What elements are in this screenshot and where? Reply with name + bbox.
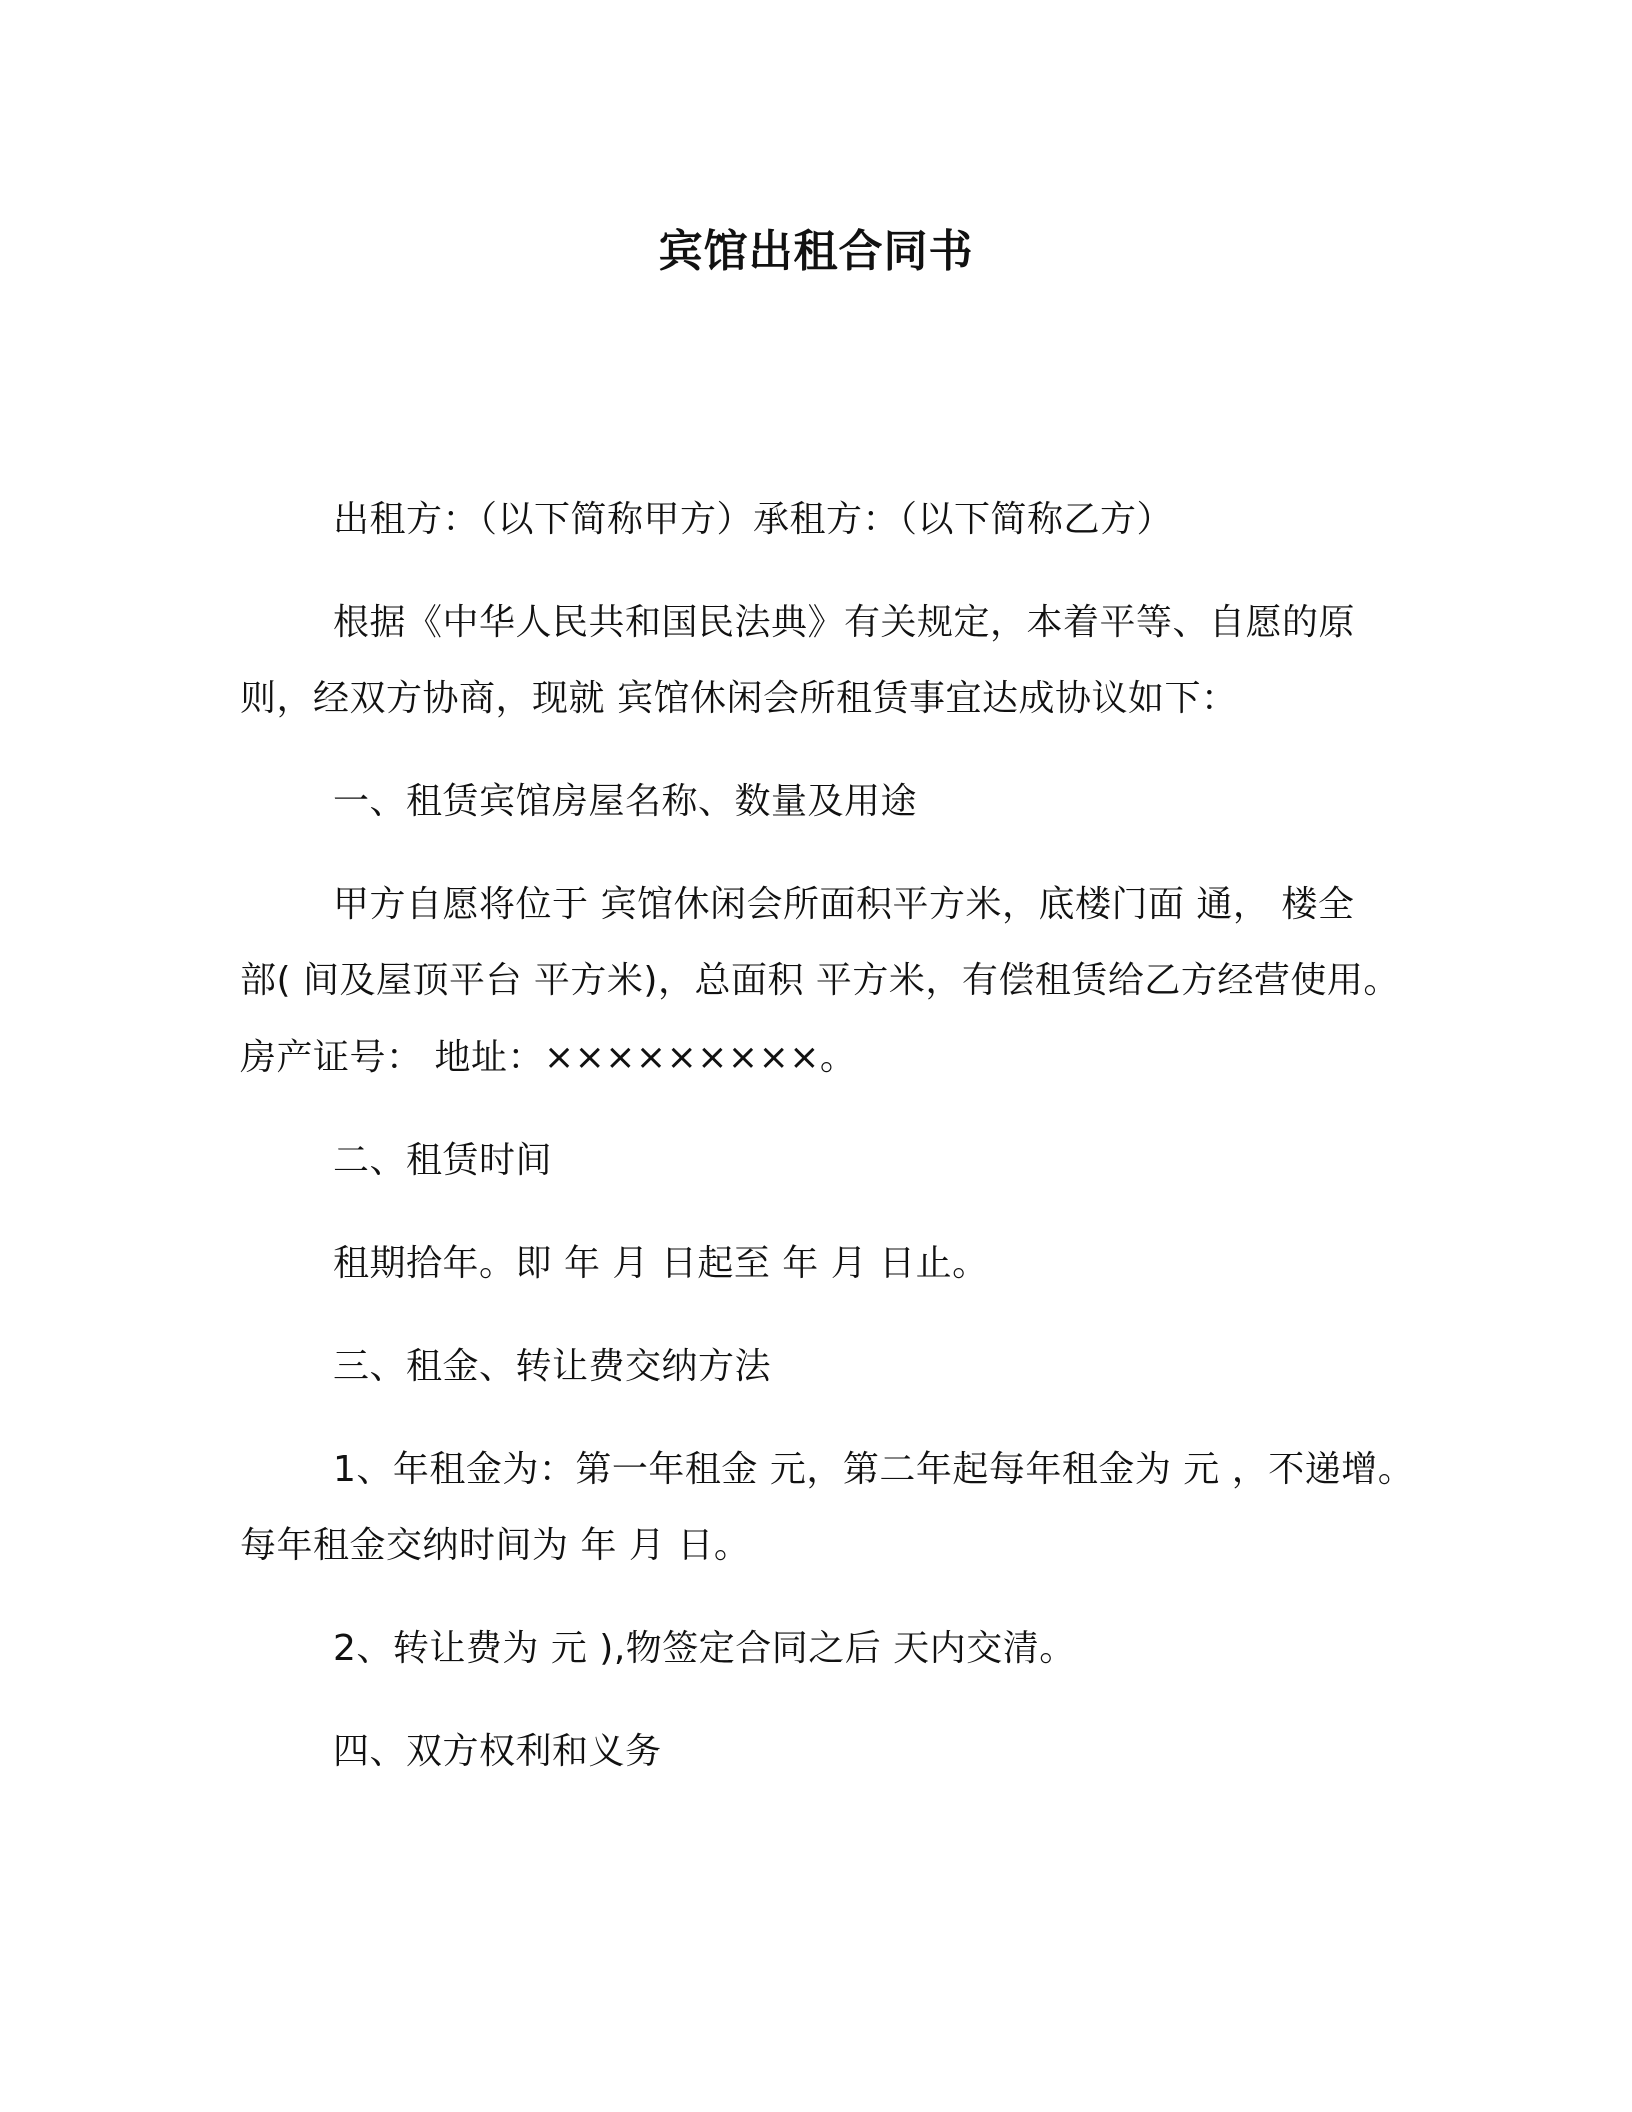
section3-item1-line-1: 1、年租金为：第一年租金 元，第二年起每年租金为 元 ，不递增。 bbox=[333, 1449, 1415, 1490]
section2-heading: 二、租赁时间 bbox=[333, 1140, 553, 1181]
preamble-line-2: 则，经双方协商，现就 宾馆休闲会所租赁事宜达成协议如下： bbox=[240, 678, 1238, 719]
section3-item1-line-2: 每年租金交纳时间为 年 月 日。 bbox=[240, 1525, 751, 1566]
preamble-line-1: 根据《中华人民共和国民法典》有关规定，本着平等、自愿的原 bbox=[333, 602, 1356, 643]
document-title: 宾馆出租合同书 bbox=[658, 226, 974, 277]
section3-heading: 三、租金、转让费交纳方法 bbox=[333, 1346, 772, 1387]
section1-heading: 一、租赁宾馆房屋名称、数量及用途 bbox=[333, 781, 918, 822]
section3-item2: 2、转让费为 元 ),物签定合同之后 天内交清。 bbox=[333, 1628, 1076, 1669]
section1-line-1: 甲方自愿将位于 宾馆休闲会所面积平方米，底楼门面 通， 楼全 bbox=[333, 884, 1355, 925]
section1-line-2: 部( 间及屋顶平台 平方米)，总面积 平方米，有偿租赁给乙方经营使用。 bbox=[240, 960, 1400, 1001]
section1-line-3: 房产证号： 地址：×××××××××。 bbox=[240, 1037, 857, 1078]
parties-line: 出租方：（以下简称甲方）承租方：（以下简称乙方） bbox=[333, 499, 1174, 540]
section4-heading: 四、双方权利和义务 bbox=[333, 1731, 662, 1772]
section2-text: 租期拾年。即 年 月 日起至 年 月 日止。 bbox=[333, 1243, 989, 1284]
